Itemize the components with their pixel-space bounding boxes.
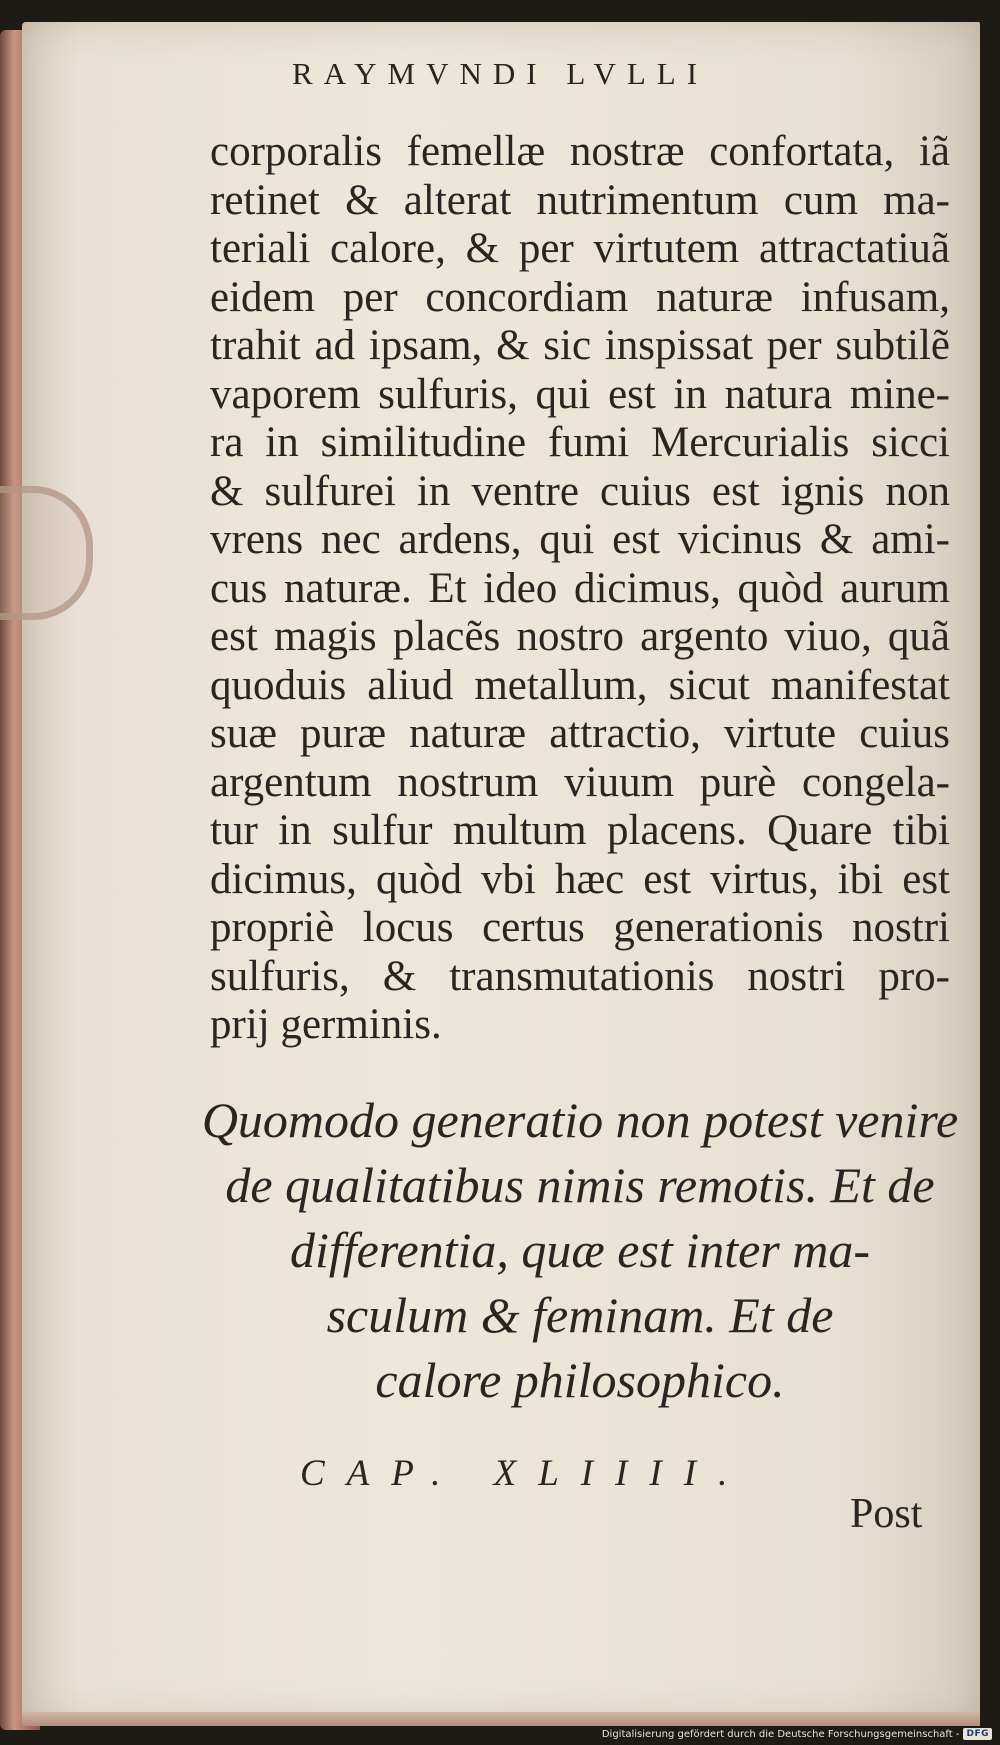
chapter-title-line: sculum & feminam. Et de [326, 1287, 834, 1343]
body-line: dicimus, quòd vbi hæc est virtus, ibi est [210, 855, 950, 903]
body-line: propriè locus certus generationis nostri [210, 904, 950, 951]
chapter-title-line: calore philosophico. [375, 1352, 785, 1408]
catchword: Post [850, 1491, 923, 1537]
body-text [210, 128, 950, 1050]
body-line: corporalis femellæ nostræ confortata, iã [210, 128, 950, 175]
page-bottom-edge [22, 1712, 980, 1726]
body-line: ra in similitudine fumi Mercurialis sicci [210, 419, 950, 466]
body-line: sulfuris, & transmutationis nostri pro- [210, 952, 950, 1000]
digitization-credit [602, 1726, 992, 1742]
body-line: vrens nec ardens, qui est vicinus & ami- [210, 516, 950, 563]
chapter-title-line: de qualitatibus nimis remotis. Et de [225, 1157, 935, 1213]
body-line: cus naturæ. Et ideo dicimus, quòd aurum [210, 564, 950, 612]
chapter-title [200, 1088, 960, 1413]
running-head: RAYMVNDI LVLLI [291, 56, 709, 91]
dfg-logo: DFG [963, 1728, 992, 1740]
body-line: argentum nostrum viuum purè congela- [210, 758, 950, 806]
body-line: est magis placẽs nostro argento viuo, quã [210, 613, 950, 660]
body-line: prij germinis. [210, 1001, 442, 1048]
body-line: tur in sulfur multum placens. Quare tibi [210, 807, 950, 854]
body-line: & sulfurei in ventre cuius est ignis non [210, 467, 950, 515]
chapter-title-line: Quomodo generatio non potest venire [201, 1092, 959, 1148]
body-line: vaporem sulfuris, qui est in natura mine- [210, 370, 950, 418]
chapter-title-line: differentia, quæ est inter ma- [289, 1222, 871, 1278]
body-line: trahit ad ipsam, & sic inspissat per subtilẽ [210, 322, 950, 369]
body-line: suæ puræ naturæ attractio, virtute cuius [210, 710, 950, 757]
body-line: retinet & alterat nutrimentum cum ma- [210, 176, 950, 224]
body-line: teriali calore, & per virtutem attractatiuã [210, 225, 950, 272]
body-line: quoduis aliud metallum, sicut manifestat [210, 661, 950, 709]
body-line: eidem per concordiam naturæ infusam, [210, 273, 950, 321]
chapter-number: CAP. XLIIII. [300, 1453, 750, 1494]
credit-text: Digitalisierung gefördert durch die Deutsche Forschungsgemeinschaft - [601, 1728, 960, 1740]
